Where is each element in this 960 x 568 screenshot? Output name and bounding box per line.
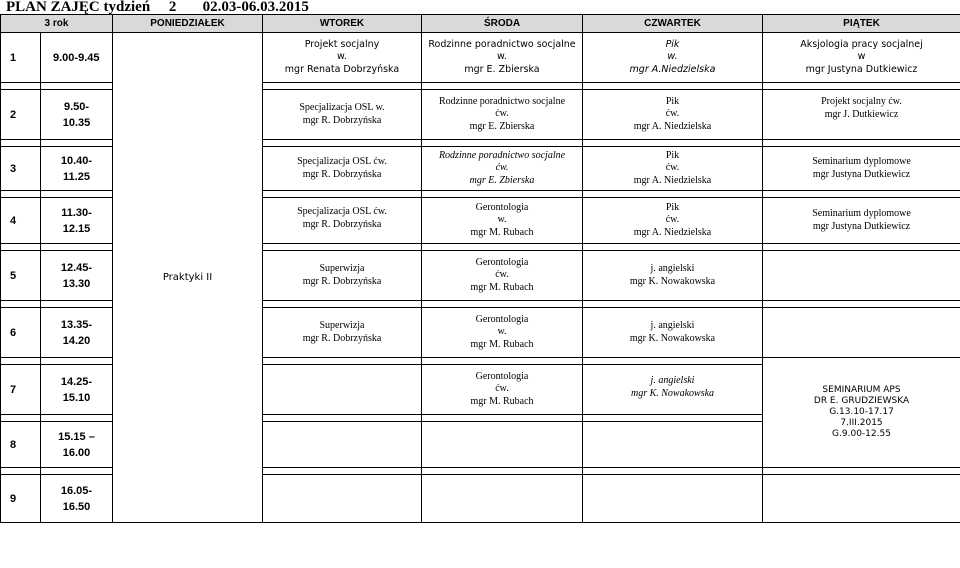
class-line: mgr R. Dobrzyńska <box>302 218 382 230</box>
class-cell <box>583 251 763 301</box>
slot-number: 6 <box>1 308 41 358</box>
class-cell <box>422 365 583 415</box>
class-line: Aksjologia pracy socjalnej <box>800 38 923 50</box>
slot-time-line: 16.05- <box>60 484 93 497</box>
class-cell <box>583 147 763 191</box>
slot-time-line: 10.40- <box>60 154 93 167</box>
class-cell-empty <box>763 308 960 358</box>
class-line: mgr Justyna Dutkiewicz <box>805 63 918 75</box>
day-header-monday: PONIEDZIAŁEK <box>113 15 263 33</box>
class-line: mgr R. Dobrzyńska <box>302 275 382 287</box>
class-line: j. angielski <box>650 375 695 386</box>
class-cell <box>583 90 763 140</box>
class-line: G.9.00-12.55 <box>832 429 891 439</box>
class-line: mgr E. Zbierska <box>464 63 540 75</box>
class-cell <box>583 33 763 83</box>
class-line: mgr A. Niedzielska <box>633 226 712 238</box>
class-line: Gerontologia <box>475 201 529 213</box>
slot-time-line: 13.35- <box>60 318 93 331</box>
class-line: G.13.10-17.17 <box>829 407 894 417</box>
schedule-title: PLAN ZAJĘĆ tydzień 2 02.03-06.03.2015 <box>6 0 309 15</box>
class-cell <box>422 251 583 301</box>
slot-time <box>41 33 113 83</box>
class-line: ćw. <box>495 383 509 395</box>
slot-time <box>41 475 113 523</box>
class-cell-empty <box>763 251 960 301</box>
class-line: mgr M. Rubach <box>470 395 534 407</box>
day-header-friday: PIĄTEK <box>763 15 960 33</box>
class-line: Pik <box>665 38 680 50</box>
slot-number: 9 <box>1 475 41 523</box>
slot-number: 3 <box>1 147 41 191</box>
day-header-thursday: CZWARTEK <box>583 15 763 33</box>
slot-time-line: 13.30 <box>62 277 91 290</box>
slot-time <box>41 308 113 358</box>
class-cell <box>422 147 583 191</box>
slot-number: 1 <box>1 33 41 83</box>
class-line: Gerontologia <box>475 370 529 382</box>
class-line: Pik <box>665 201 680 213</box>
slot-time <box>41 147 113 191</box>
class-cell-empty <box>763 475 960 523</box>
slot-time-line: 9.50- <box>63 100 90 113</box>
class-line: Rodzinne poradnictwo socjalne <box>428 38 576 50</box>
slot-time-line: 16.50 <box>62 500 91 513</box>
class-cell-empty <box>422 422 583 468</box>
class-line: w. <box>497 326 507 338</box>
class-cell-empty <box>583 475 763 523</box>
slot-number: 5 <box>1 251 41 301</box>
class-line: Rodzinne poradnictwo socjalne <box>438 149 566 161</box>
class-line: Rodzinne poradnictwo socjalne <box>438 95 566 107</box>
slot-time-line: 14.25- <box>60 375 93 388</box>
class-line: mgr E. Zbierska <box>469 120 535 132</box>
class-line: mgr A. Niedzielska <box>633 174 712 186</box>
class-cell <box>763 90 960 140</box>
class-line: Projekt socjalny ćw. <box>821 96 902 107</box>
slot-time-line: 15.10 <box>62 391 91 404</box>
slot-time <box>41 365 113 415</box>
class-line: Specjalizacja OSL ćw. <box>297 156 387 167</box>
class-cell <box>263 147 422 191</box>
class-cell-empty <box>422 475 583 523</box>
class-line: Superwizja <box>319 263 365 274</box>
class-line: j. angielski <box>650 263 695 274</box>
slot-time-line: 15.15 – <box>58 430 95 443</box>
class-line: mgr R. Dobrzyńska <box>302 332 382 344</box>
day-header-wednesday: ŚRODA <box>422 15 583 33</box>
class-line: Gerontologia <box>475 256 529 268</box>
class-line: mgr E. Zbierska <box>469 174 535 186</box>
class-line: ćw. <box>495 269 509 281</box>
class-line: ćw. <box>665 162 680 174</box>
class-line: DR E. GRUDZIEWSKA <box>813 396 910 406</box>
class-cell-empty <box>263 475 422 523</box>
class-cell <box>422 90 583 140</box>
class-line: mgr A.Niedzielska <box>629 63 716 75</box>
slot-time <box>41 198 113 244</box>
class-cell <box>263 308 422 358</box>
slot-number: 8 <box>1 422 41 468</box>
year-header: 3 rok <box>1 15 113 33</box>
class-line: mgr R. Dobrzyńska <box>302 168 382 180</box>
class-cell <box>263 198 422 244</box>
class-line: mgr K. Nowakowska <box>630 387 715 399</box>
class-line: mgr Renata Dobrzyńska <box>284 63 400 75</box>
slot-number: 2 <box>1 90 41 140</box>
slot-number: 7 <box>1 365 41 415</box>
class-line: mgr M. Rubach <box>470 226 534 238</box>
class-line: mgr J. Dutkiewicz <box>824 108 899 120</box>
slot-row <box>1 33 960 83</box>
class-line: mgr R. Dobrzyńska <box>302 114 382 126</box>
class-cell <box>583 365 763 415</box>
class-line: w. <box>337 51 347 63</box>
class-line: Specjalizacja OSL w. <box>299 102 385 113</box>
class-line: Specjalizacja OSL ćw. <box>297 206 387 217</box>
class-line: Pik <box>665 95 680 107</box>
class-line: ćw. <box>495 162 509 174</box>
class-line: ćw. <box>495 108 509 120</box>
class-line: mgr K. Nowakowska <box>629 275 716 287</box>
slot-time-line: 14.20 <box>62 334 91 347</box>
class-cell <box>422 308 583 358</box>
slot-time-line: 16.00 <box>62 446 91 459</box>
class-line: mgr K. Nowakowska <box>629 332 716 344</box>
class-line: Pik <box>665 149 680 161</box>
class-line: Projekt socjalny <box>304 38 380 50</box>
class-line: Seminarium dyplomowe <box>812 156 911 167</box>
slot-time-line: 12.45- <box>60 261 93 274</box>
class-cell <box>763 358 960 468</box>
header-row <box>1 15 960 33</box>
class-cell <box>422 198 583 244</box>
slot-time-line: 9.00-9.45 <box>53 51 100 64</box>
class-cell <box>263 90 422 140</box>
class-line: Superwizja <box>319 320 365 331</box>
schedule-table <box>0 14 960 523</box>
class-cell <box>763 147 960 191</box>
class-line: Seminarium dyplomowe <box>812 208 911 219</box>
class-line: 7.III.2015 <box>840 418 883 428</box>
slot-time-line: 11.25 <box>63 170 90 183</box>
class-line: mgr M. Rubach <box>470 338 534 350</box>
slot-time <box>41 90 113 140</box>
class-line: ćw. <box>665 214 680 226</box>
class-line: w. <box>497 51 507 63</box>
slot-time <box>41 422 113 468</box>
class-cell <box>763 198 960 244</box>
class-line: mgr Justyna Dutkiewicz <box>812 220 911 232</box>
class-line: Gerontologia <box>475 313 529 325</box>
class-cell <box>763 33 960 83</box>
slot-time-line: 10.35 <box>62 116 91 129</box>
class-line: ćw. <box>665 108 680 120</box>
class-cell <box>583 308 763 358</box>
class-cell <box>263 33 422 83</box>
class-cell <box>263 251 422 301</box>
class-cell <box>583 198 763 244</box>
class-line: w <box>857 51 866 63</box>
class-line: mgr A. Niedzielska <box>633 120 712 132</box>
slot-time-line: 12.15 <box>62 222 91 235</box>
slot-time <box>41 251 113 301</box>
class-line: j. angielski <box>650 320 695 331</box>
day-header-tuesday: WTOREK <box>263 15 422 33</box>
class-cell <box>422 33 583 83</box>
monday-praktyki: Praktyki II <box>113 33 263 523</box>
class-line: w. <box>497 214 507 226</box>
class-line: mgr Justyna Dutkiewicz <box>812 168 911 180</box>
class-cell-empty <box>583 422 763 468</box>
class-line: SEMINARIUM APS <box>822 385 901 395</box>
slot-number: 4 <box>1 198 41 244</box>
class-line: mgr M. Rubach <box>470 281 534 293</box>
class-cell-empty <box>263 422 422 468</box>
slot-time-line: 11.30- <box>61 206 92 219</box>
class-line: w. <box>667 51 678 63</box>
class-cell-empty <box>263 365 422 415</box>
